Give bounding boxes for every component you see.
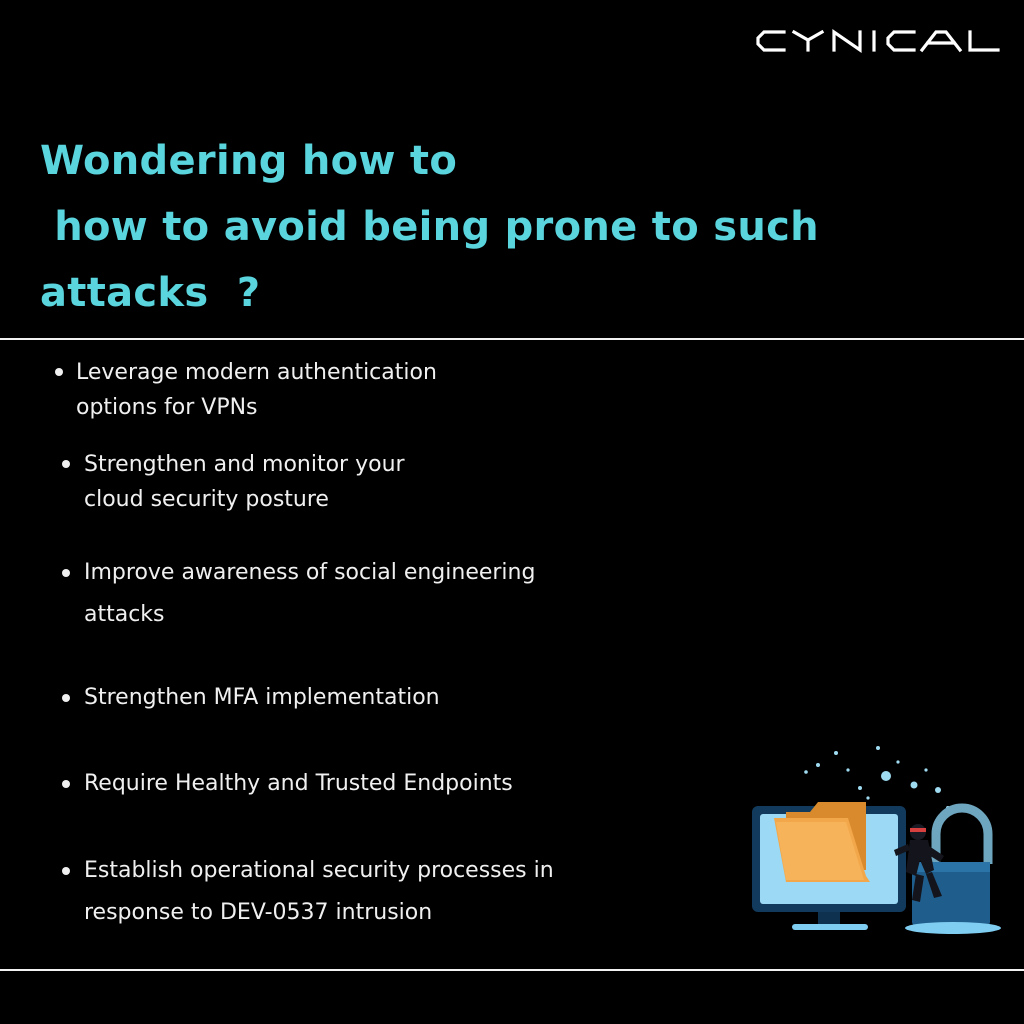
list-item [84, 552, 535, 636]
list-item-line: response to DEV-0537 intrusion [84, 900, 433, 925]
bullet-dot [62, 460, 70, 468]
list-item-line: options for VPNs [76, 395, 258, 420]
list-item [84, 850, 554, 934]
list-item-line: attacks [84, 602, 165, 627]
list-item-line: Improve awareness of social engineering [84, 560, 536, 585]
bullet-dot [62, 780, 70, 788]
bullet-dot [62, 569, 70, 577]
list-item [84, 680, 440, 716]
bullet-dot [62, 867, 70, 875]
list-item-line: Establish operational security processes in [84, 858, 554, 883]
particles [804, 746, 950, 810]
list-item-line: cloud security posture [84, 487, 329, 512]
folder-icon [774, 802, 870, 882]
page-title [40, 128, 819, 326]
title-line-2: how to avoid being prone to such [40, 204, 819, 250]
list-item-line: Strengthen MFA implementation [84, 685, 440, 710]
list-item [84, 447, 405, 517]
bottom-divider [0, 969, 1024, 971]
title-line-1: Wondering how to [40, 138, 458, 184]
title-line-3: attacks ? [40, 270, 261, 316]
list-item-line: Require Healthy and Trusted Endpoints [84, 771, 513, 796]
bullet-dot [55, 368, 63, 376]
cynical-logo [754, 26, 1004, 56]
security-illustration [748, 740, 1008, 940]
list-item-line: Leverage modern authentication [76, 360, 437, 385]
bullet-dot [62, 694, 70, 702]
list-item [84, 766, 513, 802]
list-item-line: Strengthen and monitor your [84, 452, 405, 477]
list-item [76, 355, 437, 425]
top-divider [0, 338, 1024, 340]
